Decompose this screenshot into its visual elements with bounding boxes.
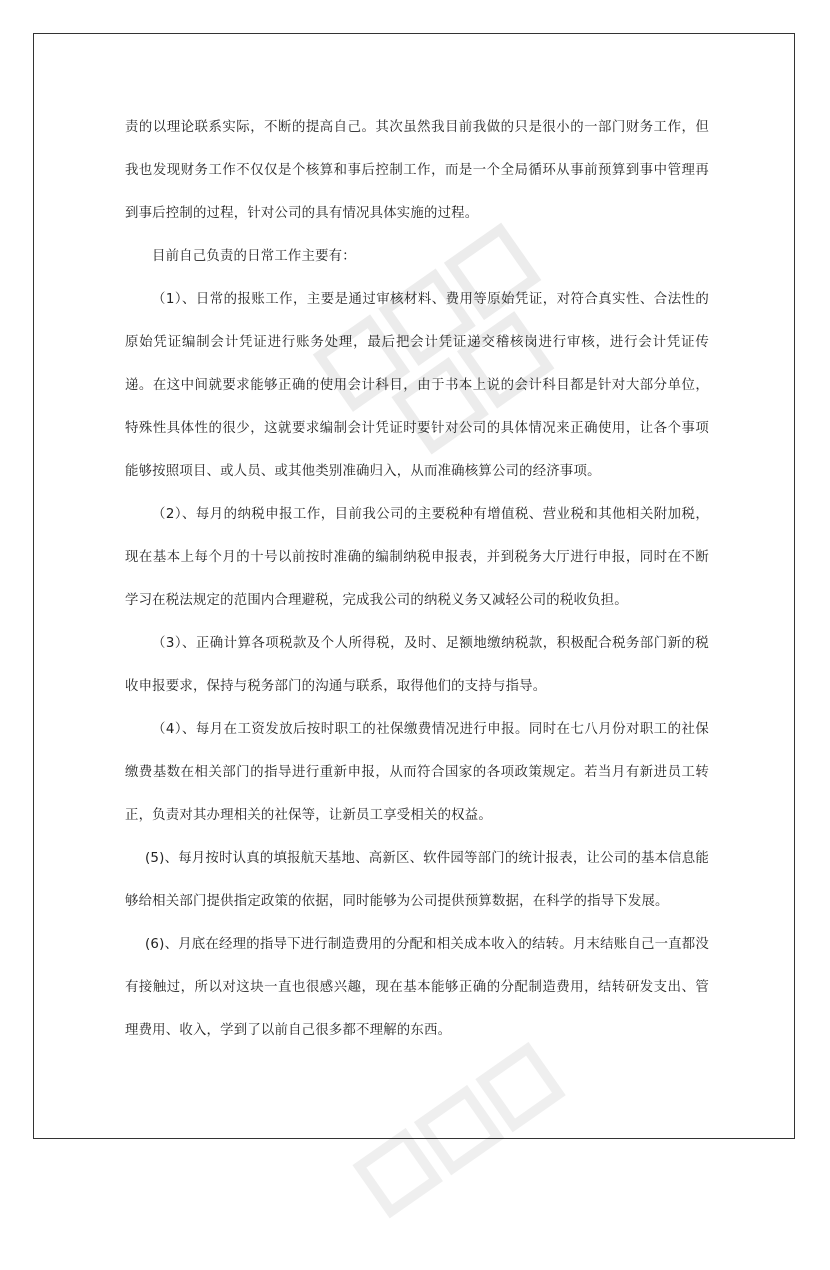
- paragraph-item-1: （1）、日常的报账工作，主要是通过审核材料、费用等原始凭证，对符合真实性、合法性的原始凭证编制会计凭证进行账务处理，最后把会计凭证递交稽核岗进行审核，进行会计凭证传递。在这中间就要求能够正确的使用会计科目，由于书本上说的会计科目都是针对大部分单位，特殊性具体性的很少，这就要求编制会计凭证时要针对公司的具体情况来正确使用，让各个事项能够按照项目、或人员、或其他类别准确归入，从而准确核算公司的经济事项。: [125, 292, 709, 479]
- document-body: [125, 106, 709, 1052]
- paragraph-item-3: （3）、正确计算各项税款及个人所得税，及时、足额地缴纳税款，积极配合税务部门新的税收申报要求，保持与税务部门的沟通与联系，取得他们的支持与指导。: [125, 636, 709, 694]
- paragraph-intro: 责的以理论联系实际，不断的提高自己。其次虽然我目前我做的只是很小的一部门财务工作，但我也发现财务工作不仅仅是个核算和事后控制工作，而是一个全局循环从事前预算到事中管理再到事后控制的过程，针对公司的具有情况具体实施的过程。: [125, 120, 709, 221]
- paragraph-item-5: (5)、每月按时认真的填报航天基地、高新区、软件园等部门的统计报表，让公司的基本信息能够给相关部门提供指定政策的依据，同时能够为公司提供预算数据，在科学的指导下发展。: [125, 851, 709, 909]
- paragraph-item-2: （2）、每月的纳税申报工作，目前我公司的主要税种有增值税、营业税和其他相关附加税，现在基本上每个月的十号以前按时准确的编制纳税申报表，并到税务大厅进行申报，同时在不断学习在税法规定的范围内合理避税，完成我公司的纳税义务又减轻公司的税收负担。: [125, 507, 709, 608]
- paragraph-item-6: (6)、月底在经理的指导下进行制造费用的分配和相关成本收入的结转。月末结账自己一直都没有接触过，所以对这块一直也很感兴趣，现在基本能够正确的分配制造费用，结转研发支出、管理费用、收入，学到了以前自己很多都不理解的东西。: [125, 937, 709, 1038]
- paragraph-duties-heading: 目前自己负责的日常工作主要有：: [152, 249, 356, 264]
- paragraph-item-4: （4）、每月在工资发放后按时职工的社保缴费情况进行申报。同时在七八月份对职工的社保缴费基数在相关部门的指导进行重新申报，从而符合国家的各项政策规定。若当月有新进员工转正，负责对其办理相关的社保等，让新员工享受相关的权益。: [125, 722, 709, 823]
